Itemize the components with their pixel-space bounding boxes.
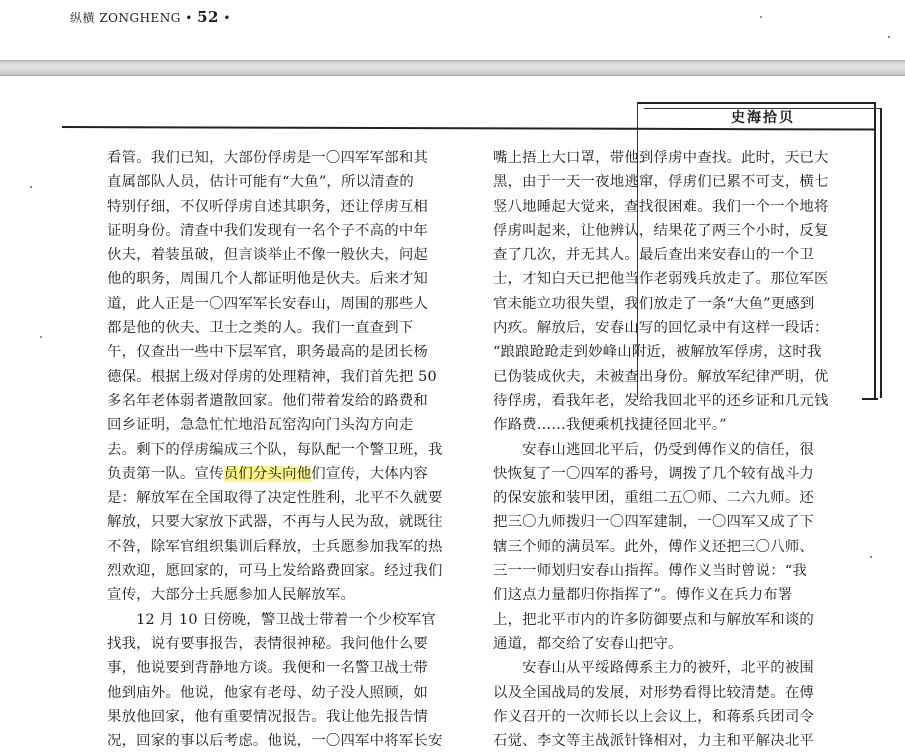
text-line: 把三〇九师拨归一〇四军建制，一〇四军又成了下 bbox=[493, 514, 814, 531]
scanned-page bbox=[0, 76, 905, 750]
scan-speck bbox=[870, 556, 872, 558]
text-line: 作路费……我便乘机找捷径回北平。” bbox=[493, 417, 727, 434]
header-bullet-left: • bbox=[185, 11, 198, 25]
text-line: 直属部队人员，估计可能有“大鱼”，所以清查的 bbox=[107, 174, 414, 191]
text-line: 们这点力量都归你指挥了”。傅作义在兵力布署 bbox=[493, 587, 793, 604]
text-line: 伙夫，着装虽破，但言谈举止不像一般伙夫，问起 bbox=[107, 247, 428, 264]
text-line: 12 月 10 日傍晚，警卫战士带着一个少校军官 bbox=[107, 611, 436, 628]
section-title: 史海拾贝 bbox=[731, 110, 795, 126]
text-line: 找我，说有要事报告，表情很神秘。我问他什么要 bbox=[107, 635, 428, 652]
text-line: “踉踉跄跄走到妙峰山附近，被解放军俘虏，这时我 bbox=[493, 344, 822, 361]
text-line: 看管。我们已知，大部份俘虏是一〇四军军部和其 bbox=[107, 150, 428, 166]
header-bullet-right: • bbox=[219, 11, 231, 25]
text-line: 证明身份。清查中我们发现有一名个子不高的中年 bbox=[107, 222, 428, 239]
text-line: 查了几次，并无其人。最后查出来安春山的一个卫 bbox=[493, 247, 814, 264]
page-number: 52 bbox=[197, 8, 219, 26]
text-line: 石觉、李文等主战派针锋相对，力主和平解决北平 bbox=[493, 733, 814, 750]
text-line: 多名年老体弱者遣散回家。他们带着发给的路费和 bbox=[107, 392, 428, 409]
text-line: 作义召开的一次师长以上会议上，和蒋系兵团司令 bbox=[493, 708, 814, 725]
text-highlight[interactable]: 员们分头向他 bbox=[223, 465, 312, 482]
text-line: 已伪装成伙夫，未被查出身份。解放军纪律严明，优 bbox=[493, 368, 829, 385]
text-line: 都是他的伙夫、卫士之类的人。我们一直查到下 bbox=[107, 320, 414, 337]
section-box-foot bbox=[862, 398, 878, 400]
text-line: 通道，都交给了安春山把守。 bbox=[493, 635, 683, 652]
text-line: 的保安旅和装甲团，重组二五〇师、二六九师。还 bbox=[493, 490, 814, 507]
text-line: 解放，只要大家放下武器，不再与人民为敌，就既往 bbox=[107, 514, 443, 531]
text-line: 官未能立功很失望，我们放走了一条“大鱼”更感到 bbox=[493, 295, 815, 312]
text-line: 特别仔细，不仅听俘虏自述其职务，还让俘虏互相 bbox=[107, 198, 428, 215]
previous-page-strip bbox=[0, 0, 905, 60]
text-line: 安春山从平绥路傅系主力的被歼，北平的被围 bbox=[493, 660, 814, 677]
text-line: 快恢复了一〇四军的番号，调拨了几个较有战斗力 bbox=[493, 465, 814, 482]
left-column bbox=[107, 146, 443, 753]
text-line: 烈欢迎，愿回家的，可马上发给路费回家。经过我们 bbox=[107, 563, 443, 580]
text-line: 辖三个师的满员军。此外，傅作义还把三〇八师、 bbox=[493, 538, 814, 555]
text-line: 他到庙外。他说，他家有老母、幼子没人照顾，如 bbox=[107, 684, 428, 701]
journal-name: 纵横 ZONGHENG bbox=[70, 11, 181, 25]
text-line: 俘虏叫起来，让他辨认，结果花了两三个小时，反复 bbox=[493, 222, 829, 239]
text-line: 上，把北平市内的许多防御要点和与解放军和谈的 bbox=[493, 611, 814, 628]
text-line: 嘴上捂上大口罩，带他到俘虏中查找。此时，天已大 bbox=[493, 150, 829, 166]
text-line: 不咎，除军官组织集训后释放，士兵愿参加我军的热 bbox=[107, 538, 443, 555]
scan-speck bbox=[40, 336, 42, 338]
text-line: 士，才知白天已把他当作老弱残兵放走了。那位军医 bbox=[493, 271, 829, 288]
scan-speck bbox=[888, 36, 890, 38]
text-line: 道，此人正是一〇四军军长安春山，周围的那些人 bbox=[107, 295, 428, 312]
text-line: 德保。根据上级对俘虏的处理精神，我们首先把 50 bbox=[107, 368, 437, 385]
highlighted-text-line bbox=[107, 462, 443, 486]
scan-speck bbox=[760, 16, 762, 18]
right-column bbox=[493, 146, 829, 753]
text-after-highlight: 们宣传，大体内容 bbox=[311, 465, 429, 482]
text-line: 竖八地睡起大觉来，查找很困难。我们一个一个地将 bbox=[493, 198, 829, 215]
text-line: 他的职务，周围几个人都证明他是伙夫。后来才知 bbox=[107, 271, 428, 288]
text-line: 安春山逃回北平后，仍受到傅作义的信任，很 bbox=[493, 441, 814, 458]
text-line: 三一一师划归安春山指挥。傅作义当时曾说：“我 bbox=[493, 563, 807, 580]
running-header bbox=[70, 8, 231, 26]
text-before-highlight: 负责第一队。宣传 bbox=[107, 465, 224, 482]
text-line: 是：解放军在全国取得了决定性胜利，北平不久就要 bbox=[107, 490, 443, 507]
text-line: 黑，由于一天一夜地逃窜，俘虏们已累不可支，横七 bbox=[493, 174, 829, 191]
text-line: 况，回家的事以后考虑。他说，一〇四军中将军长安 bbox=[107, 733, 443, 750]
text-line: 去。剩下的俘虏编成三个队，每队配一个警卫班，我 bbox=[107, 441, 443, 458]
text-line: 待俘虏，看我年老，发给我回北平的还乡证和几元钱 bbox=[493, 392, 829, 409]
text-line: 内疚。解放后，安春山写的回忆录中有这样一段话： bbox=[493, 320, 829, 337]
text-line: 宣传，大部分士兵愿参加人民解放军。 bbox=[107, 587, 356, 604]
text-line: 以及全国战局的发展，对形势看得比较清楚。在傅 bbox=[493, 684, 814, 701]
text-line: 午，仅查出一些中下层军官，职务最高的是团长杨 bbox=[107, 344, 428, 361]
scan-speck bbox=[30, 186, 32, 188]
text-line: 事，他说要到背静地方谈。我便和一名警卫战士带 bbox=[107, 660, 428, 677]
text-line: 回乡证明，急急忙忙地沿瓦窑沟向门头沟方向走 bbox=[107, 417, 414, 434]
page-separator bbox=[0, 60, 905, 76]
text-line: 果放他回家，他有重要情况报告。我让他先报告情 bbox=[107, 708, 428, 725]
